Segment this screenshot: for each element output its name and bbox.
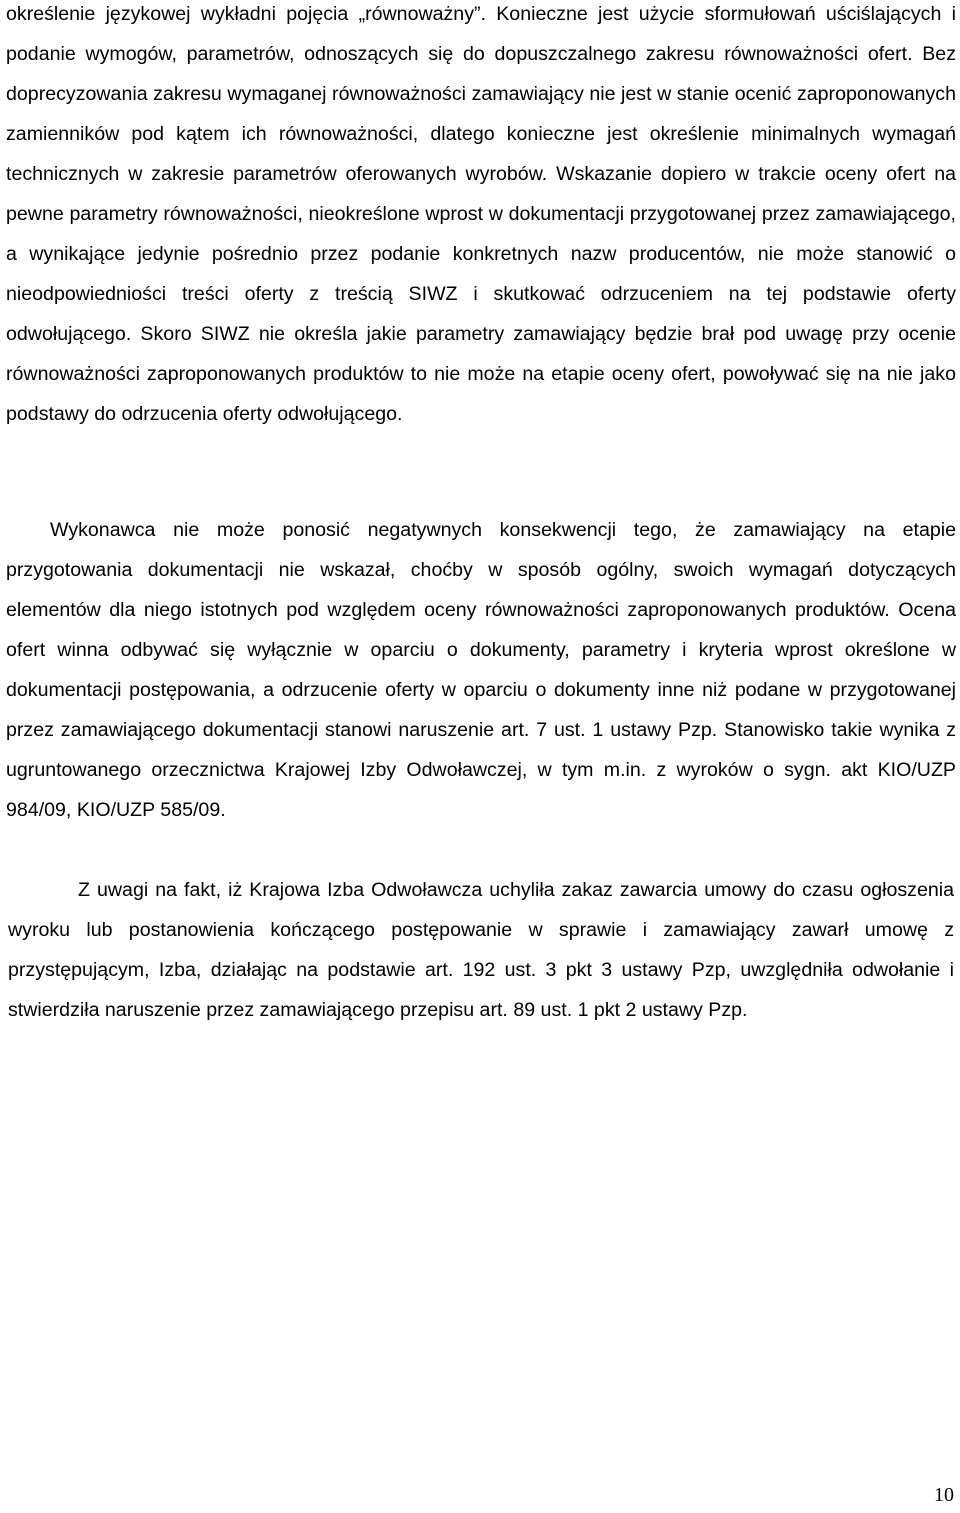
paragraph-1: określenie językowej wykładni pojęcia „równoważny”. Konieczne jest użycie sformułowań uściślających i podanie wymogów, parametrów, odnoszących się do dopuszczalnego zakresu równoważności ofert. Bez doprecyzowania zakresu wymaganej równoważności zamawiający nie jest w stanie ocenić zaproponowanych zamienników pod kątem ich równoważności, dlatego konieczne jest określenie minimalnych wymagań technicznych w zakresie parametrów oferowanych wyrobów. Wskazanie dopiero w trakcie oceny ofert na pewne parametry równoważności, nieokreślone wprost w dokumentacji przygotowanej przez zamawiającego, a wynikające jedynie pośrednio przez podanie konkretnych nazw producentów, nie może stanowić o nieodpowiedniości treści oferty z treścią SIWZ i skutkować odrzuceniem na tej podstawie oferty odwołującego. Skoro SIWZ nie określa jakie parametry zamawiający będzie brał pod uwagę przy ocenie równoważności zaproponowanych produktów to nie może na etapie oceny ofert, powoływać się na nie jako podstawy do odrzucenia oferty odwołującego. [6, 3, 956, 425]
paragraph-2: Wykonawca nie może ponosić negatywnych konsekwencji tego, że zamawiający na etapie przygotowania dokumentacji nie wskazał, choćby w sposób ogólny, swoich wymagań dotyczących elementów dla niego istotnych pod względem oceny równoważności zaproponowanych produktów. Ocena ofert winna odbywać się wyłącznie w oparciu o dokumenty, parametry i kryteria wprost określone w dokumentacji postępowania, a odrzucenie oferty w oparciu o dokumenty inne niż podane w przygotowanej przez zamawiającego dokumentacji stanowi naruszenie art. 7 ust. 1 ustawy Pzp. Stanowisko takie wynika z ugruntowanego orzecznictwa Krajowej Izby Odwoławczej, w tym m.in. z wyroków o sygn. akt KIO/UZP 984/09, KIO/UZP 585/09. [6, 519, 956, 821]
page-number: 10 [934, 1484, 954, 1506]
paragraph-3: Z uwagi na fakt, iż Krajowa Izba Odwoławcza uchyliła zakaz zawarcia umowy do czasu ogłoszenia wyroku lub postanowienia kończącego postępowanie w sprawie i zamawiający zawarł umowę z przystępującym, Izba, działając na podstawie art. 192 ust. 3 pkt 3 ustawy Pzp, uwzględniła odwołanie i stwierdziła naruszenie przez zamawiającego przepisu art. 89 ust. 1 pkt 2 ustawy Pzp. [8, 879, 954, 1021]
